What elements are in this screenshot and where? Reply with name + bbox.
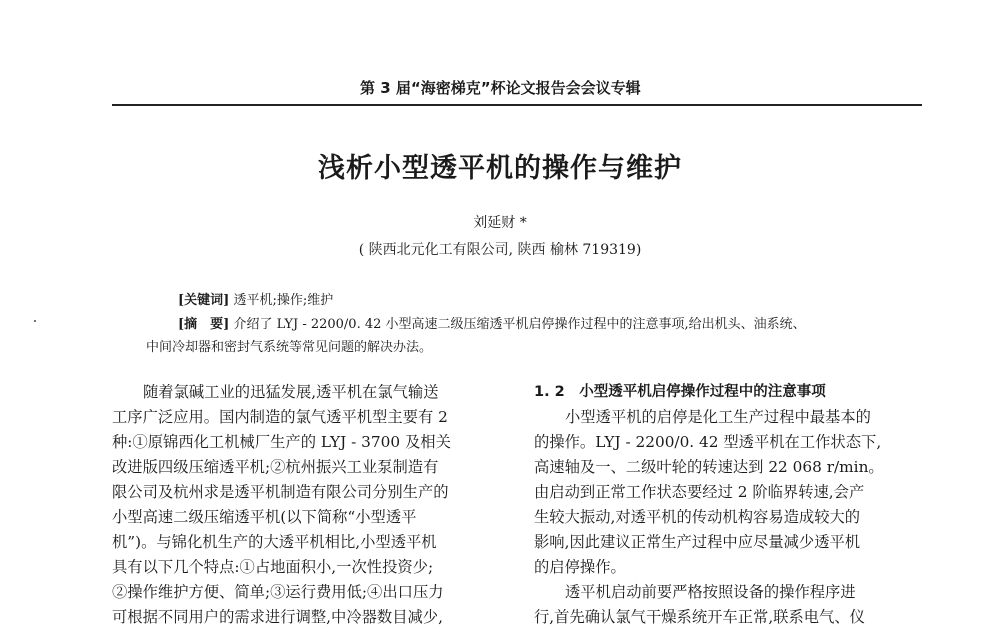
body-line: 的启停操作。 xyxy=(534,558,626,576)
keywords-line xyxy=(178,289,333,308)
section-heading: 1. 2 小型透平机启停操作过程中的注意事项 xyxy=(534,384,826,400)
left-column xyxy=(112,380,502,630)
body-line: 行,首先确认氯气干燥系统开车正常,联系电气、仪 xyxy=(534,608,865,626)
body-line: 由启动到正常工作状态要经过 2 阶临界转速,会产 xyxy=(534,483,865,501)
paper-title: 浅析小型透平机的操作与维护 xyxy=(318,153,682,184)
body-line: 生较大振动,对透平机的传动机构容易造成较大的 xyxy=(534,508,861,526)
body-line: ②操作维护方便、简单;③运行费用低;④出口压力 xyxy=(112,583,444,601)
right-column xyxy=(534,380,926,630)
body-line: 改进版四级压缩透平机;②杭州振兴工业泵制造有 xyxy=(112,458,439,476)
body-line: 随着氯碱工业的迅猛发展,透平机在氯气输送 xyxy=(143,383,439,401)
body-line: 机”)。与锦化机生产的大透平机相比,小型透平机 xyxy=(112,533,437,551)
stray-mark xyxy=(34,320,36,322)
body-line: 可根据不同用户的需求进行调整,中冷器数目减少, xyxy=(112,608,443,626)
header-rule xyxy=(112,104,922,106)
abstract-label: [摘 要] xyxy=(178,317,230,332)
body-line: 具有以下几个特点:①占地面积小,一次性投资少; xyxy=(112,558,434,576)
abstract-text-1: 介绍了 LYJ - 2200/0. 42 小型高速二级压缩透平机启停操作过程中的注意事项,给出机头、油系统、 xyxy=(233,317,806,332)
body-line: 限公司及杭州求是透平机制造有限公司分别生产的 xyxy=(112,483,449,501)
keywords-label: [关键词] xyxy=(178,293,230,308)
body-line: 小型高速二级压缩透平机(以下简称“小型透平 xyxy=(112,508,417,526)
running-header: 第 3 届“海密梯克”杯论文报告会会议专辑 xyxy=(360,79,641,97)
abstract-line-1 xyxy=(178,313,806,332)
body-line: 的操作。LYJ - 2200/0. 42 型透平机在工作状态下, xyxy=(534,433,882,451)
body-line: 工序广泛应用。国内制造的氯气透平机型主要有 2 xyxy=(112,408,448,426)
keywords-text: 透平机;操作;维护 xyxy=(233,293,334,308)
body-line: 种:①原锦西化工机械厂生产的 LYJ - 3700 及相关 xyxy=(112,433,451,451)
body-line: 透平机启动前要严格按照设备的操作程序进 xyxy=(565,583,856,601)
body-line: 高速轴及一、二级叶轮的转速达到 22 068 r/min。 xyxy=(534,458,884,476)
affiliation: ( 陕西北元化工有限公司, 陕西 榆林 719319) xyxy=(358,242,642,258)
abstract-line-2: 中间冷却器和密封气系统等常见问题的解决办法。 xyxy=(146,340,433,355)
body-line: 小型透平机的启停是化工生产过程中最基本的 xyxy=(565,408,871,426)
body-line: 影响,因此建议正常生产过程中应尽量减少透平机 xyxy=(534,533,861,551)
author: 刘延财 * xyxy=(473,215,527,231)
